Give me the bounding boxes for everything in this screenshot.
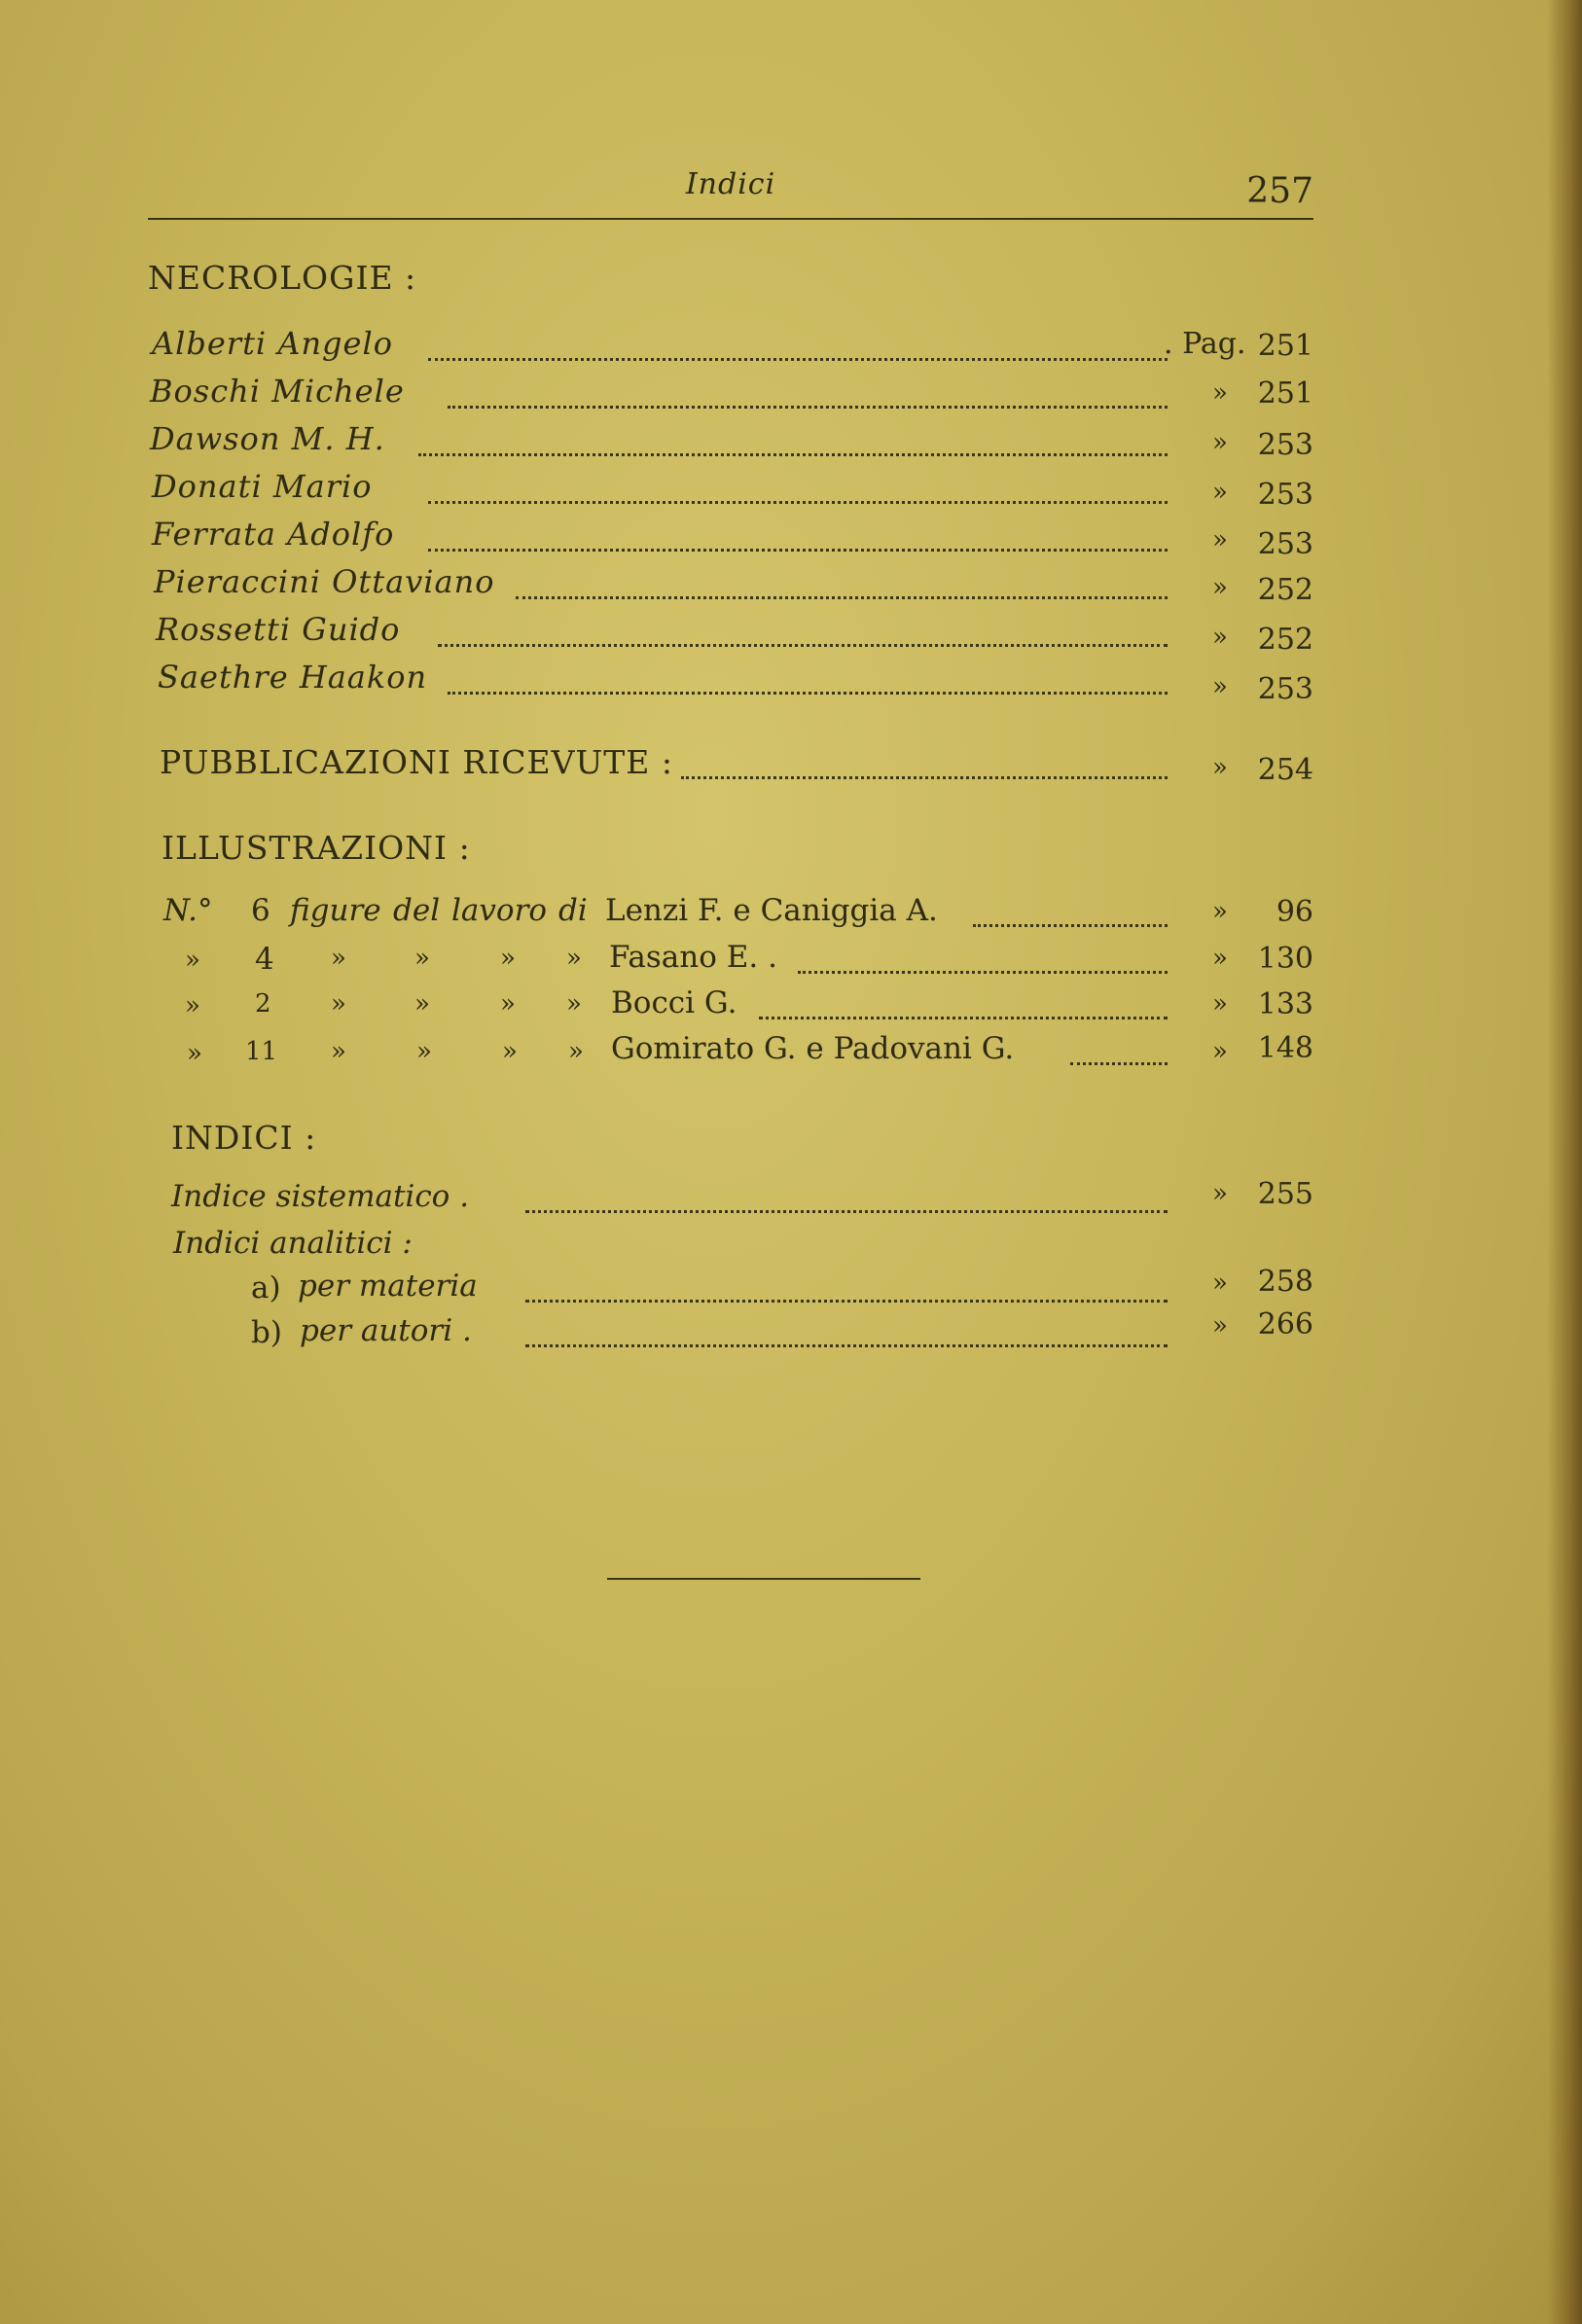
dot-leader	[428, 529, 1168, 552]
illus-author: Gomirato G. e Padovani G.	[611, 1031, 1015, 1066]
entry-page: 252	[1257, 573, 1313, 607]
entry-ditto: »	[1212, 525, 1228, 554]
entry-name: Boschi Michele	[150, 373, 405, 410]
list-item	[0, 420, 1582, 465]
illus-col5: »	[500, 989, 516, 1019]
illus-col3: »	[331, 989, 346, 1019]
list-item	[0, 1267, 1582, 1311]
end-rule	[607, 1578, 920, 1580]
list-item	[0, 516, 1582, 560]
entry-page: 130	[1257, 942, 1313, 976]
list-item	[0, 468, 1582, 513]
dot-leader	[759, 997, 1168, 1019]
illus-col1: »	[185, 946, 200, 975]
list-item	[0, 373, 1582, 417]
illus-author: Lenzi F. e Caniggia A.	[605, 893, 938, 928]
entry-name: Alberti Angelo	[152, 325, 393, 362]
entry-page: 266	[1257, 1307, 1313, 1341]
entry-name: Ferrata Adolfo	[152, 516, 395, 553]
illus-col6: di	[558, 893, 588, 928]
header-rule	[148, 218, 1313, 220]
list-item	[0, 325, 1582, 370]
sub-letter: b)	[251, 1315, 282, 1350]
entry-ditto: »	[1212, 753, 1228, 782]
entry-ditto: »	[1212, 989, 1228, 1019]
illus-col3: figure	[290, 893, 381, 928]
illus-col5: »	[500, 944, 516, 973]
dot-leader	[525, 1191, 1168, 1213]
dot-leader	[448, 386, 1168, 409]
table-row	[0, 983, 1582, 1028]
section-title-illustrazioni: ILLUSTRAZIONI :	[162, 829, 471, 867]
dot-leader	[798, 951, 1168, 974]
entry-name: Saethre Haakon	[158, 659, 428, 696]
illus-col4: »	[414, 989, 430, 1019]
entry-ditto: »	[1212, 1311, 1228, 1341]
table-row	[0, 891, 1582, 936]
dot-leader	[438, 625, 1168, 647]
entry-ditto: . Pag.	[1164, 327, 1246, 361]
list-item	[0, 659, 1582, 706]
entry-name: Donati Mario	[152, 468, 373, 505]
illus-col2: 4	[255, 942, 274, 977]
list-item	[0, 743, 1582, 788]
entry-page: 96	[1276, 895, 1313, 929]
entry-page: 253	[1257, 672, 1313, 706]
sub-label: per materia	[298, 1269, 478, 1304]
entry-page: 258	[1257, 1265, 1313, 1299]
illus-col5: »	[502, 1037, 518, 1066]
entry-ditto: »	[1212, 1179, 1228, 1208]
entry-ditto: »	[1212, 672, 1228, 701]
entry-ditto: »	[1212, 1269, 1228, 1298]
entry-ditto: »	[1212, 478, 1228, 507]
dot-leader	[428, 482, 1168, 504]
illus-col4: »	[414, 944, 430, 973]
entry-page: 253	[1257, 478, 1313, 512]
sub-label: per autori .	[300, 1313, 472, 1348]
indici-analitici-label: Indici analitici :	[173, 1226, 413, 1261]
dot-leader	[1070, 1043, 1168, 1065]
entry-ditto: »	[1212, 623, 1228, 652]
entry-ditto: »	[1212, 428, 1228, 457]
illus-author: Fasano E. .	[609, 940, 777, 975]
page-header	[148, 163, 1313, 222]
entry-page: 133	[1257, 987, 1313, 1021]
list-item	[0, 1177, 1582, 1222]
illus-col3: »	[331, 944, 346, 973]
illus-col2: 6	[251, 893, 270, 928]
entry-page: 253	[1257, 428, 1313, 462]
entry-page: 148	[1257, 1031, 1313, 1065]
running-title: Indici	[685, 167, 776, 201]
section-title-indici: INDICI :	[171, 1119, 317, 1157]
dot-leader	[428, 339, 1168, 361]
list-item	[0, 1307, 1582, 1356]
illus-author: Bocci G.	[611, 985, 737, 1020]
entry-ditto: »	[1212, 573, 1228, 602]
entry-ditto: »	[1212, 378, 1228, 408]
dot-leader	[418, 434, 1168, 456]
illus-col2: 2	[255, 989, 271, 1019]
illus-col1: »	[187, 1039, 202, 1068]
entry-page: 255	[1257, 1177, 1313, 1211]
sub-letter: a)	[251, 1270, 281, 1305]
list-item	[0, 563, 1582, 608]
entry-page: 251	[1257, 329, 1313, 363]
entry-ditto: »	[1212, 944, 1228, 973]
dot-leader	[525, 1325, 1168, 1347]
illus-col1: N.°	[163, 893, 213, 928]
list-item	[0, 611, 1582, 656]
illus-col6: »	[566, 989, 582, 1019]
table-row	[0, 1029, 1582, 1074]
page-number: 257	[1246, 171, 1313, 211]
illus-col4: »	[416, 1037, 432, 1066]
list-item	[0, 1224, 1582, 1269]
dot-leader	[516, 577, 1168, 599]
entry-ditto: »	[1212, 1037, 1228, 1066]
table-row	[0, 938, 1582, 983]
illus-col5: lavoro	[451, 893, 548, 928]
dot-leader	[525, 1280, 1168, 1303]
entry-name: Pieraccini Ottaviano	[154, 563, 495, 600]
dot-leader	[681, 757, 1168, 779]
entry-page: 254	[1257, 753, 1313, 787]
illus-col3: »	[331, 1037, 346, 1066]
entry-page: 252	[1257, 623, 1313, 657]
section-title-necrologie: NECROLOGIE :	[148, 259, 417, 297]
dot-leader	[448, 672, 1168, 695]
entry-page: 251	[1257, 376, 1313, 411]
illus-col1: »	[185, 991, 200, 1020]
entry-name: Dawson M. H.	[150, 420, 385, 457]
indice-sistematico-label: Indice sistematico .	[171, 1179, 470, 1214]
illus-col2: 11	[245, 1037, 278, 1066]
illus-col4: del	[393, 893, 441, 928]
section-title-pubblicazioni: PUBBLICAZIONI RICEVUTE :	[160, 743, 673, 781]
entry-page: 253	[1257, 527, 1313, 561]
entry-name: Rossetti Guido	[156, 611, 401, 648]
illus-col6: »	[566, 944, 582, 973]
illus-col6: »	[568, 1037, 584, 1066]
entry-ditto: »	[1212, 897, 1228, 926]
dot-leader	[973, 905, 1168, 927]
